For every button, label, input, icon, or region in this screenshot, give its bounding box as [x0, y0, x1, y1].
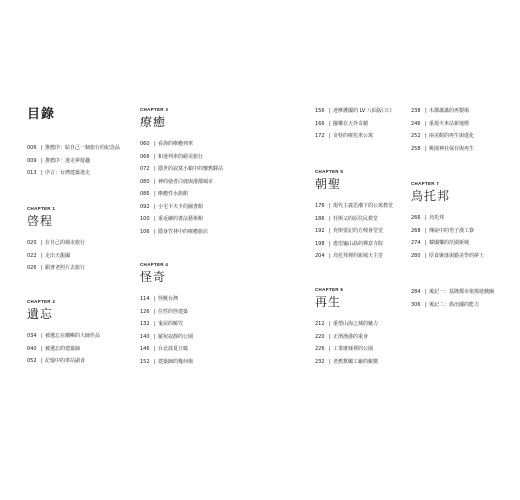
page-number: 026 — [27, 265, 37, 271]
entry-title: 現代主義思潮下的公寓教堂 — [333, 203, 394, 209]
front-matter-list — [27, 144, 120, 182]
list-item: 132 | 鬼屋的解咒 — [140, 321, 184, 327]
list-item: 009 | 推薦序：迷走夢遊趣 — [27, 157, 91, 164]
list-item: 238 | 木都蕭蕭的再製場 — [411, 108, 470, 114]
page-number: 020 — [27, 240, 37, 246]
chapter-1-block — [27, 206, 85, 277]
list-item: 252 | 兩美館的再生與進化 — [411, 133, 475, 139]
list-item: 284 | 後記一：基隆都市依搖遊戲圖 — [411, 289, 495, 295]
entry-title: 老舊幫繩工廠的蛻變 — [333, 358, 379, 365]
page-number: 176 — [315, 203, 325, 209]
page-number: 013 — [27, 170, 37, 176]
list-item: 176 | 現代主義思潮下的公寓教堂 — [315, 203, 394, 209]
entry-title: 被遺忘在蘭嶼的大師作品 — [45, 333, 101, 339]
page-number: 186 — [315, 215, 325, 222]
page-number: 252 — [411, 133, 421, 139]
list-item: 013 | 序言：台灣建築迷走 — [27, 170, 91, 176]
page-number: 066 — [140, 153, 150, 160]
page-number: 226 — [315, 346, 325, 352]
chapter-label: CHAPTER 1 — [27, 206, 56, 211]
entry-title: 怪獸台灣 — [158, 296, 179, 302]
list-item: 100 | 重返繪的書法藝術館 — [140, 216, 204, 222]
page-number: 198 — [315, 240, 325, 247]
page-number: 284 — [411, 289, 421, 295]
list-item: 258 | 桃園神社保存與再生 — [411, 145, 475, 152]
list-item: 212 | 重塑山海之城的魅力 — [315, 321, 379, 327]
continued-list-a — [315, 107, 392, 145]
entry-title: 韓國樂的范圍新城 — [429, 240, 470, 246]
entry-title: 兩美館的再生與進化 — [429, 133, 475, 139]
chapter-label: CHAPTER 5 — [315, 169, 344, 174]
entry-title: 遙望龜山島的禪意寺院 — [333, 240, 384, 247]
entry-title: 烏托邦裡的新城天主堂 — [333, 253, 384, 259]
page-number: 092 — [140, 203, 150, 210]
entry-title: 跟著老照片去旅行 — [45, 265, 86, 271]
list-item: 146 | 台北波夏豆腐 — [140, 346, 189, 352]
entry-title: 推薦序：給自己一個旅行的紀念品 — [45, 145, 121, 151]
entry-title: 療癒性水族館 — [158, 191, 189, 197]
entry-title: 烏托邦 — [429, 215, 445, 221]
entry-title: 傳說中的男子漢工寮 — [429, 227, 475, 234]
entry-title: 羅宛寂靜的公園 — [158, 333, 194, 340]
entry-title: 在自己的城市旅行 — [45, 240, 86, 246]
list-item: 166 | 擺權在天外奇蹟 — [315, 120, 369, 127]
chapter-5-block — [315, 169, 393, 265]
page-number: 166 — [315, 120, 325, 127]
page-number: 106 — [140, 228, 150, 235]
chapter-label: CHAPTER 6 — [315, 287, 344, 292]
entry-title: 序言：台灣建築迷走 — [45, 170, 91, 176]
page-number: 152 — [140, 358, 150, 365]
list-item: 204 | 烏托邦裡的新城天主堂 — [315, 253, 384, 259]
chapter-2-block — [27, 299, 100, 370]
list-item: 192 | 充斯要記的方興會堂堂 — [315, 228, 384, 234]
list-item: 080 | 神的使者白鹿與港都城市 — [140, 178, 214, 185]
page-number: 140 — [140, 333, 150, 340]
entry-title: 走出天龍國 — [45, 252, 71, 259]
list-item: 268 | 傳說中的男子漢工寮 — [411, 227, 475, 234]
entry-title: 工業廢墟裡的公園 — [333, 346, 374, 352]
page-number: 212 — [315, 321, 325, 327]
page-number: 280 — [411, 252, 421, 259]
list-item: 152 | 建築師的幾何場 — [140, 358, 194, 365]
page-number: 100 — [140, 216, 150, 222]
page-number: 232 — [315, 358, 325, 365]
list-item: 186 | 杜斯父的原住民教堂 — [315, 215, 379, 222]
chapter-label: CHAPTER 3 — [140, 107, 169, 112]
page-number: 306 — [411, 301, 421, 308]
entry-title: 重返繪的書法藝術館 — [158, 216, 204, 222]
list-item: 086 | 療癒性水族館 — [140, 191, 189, 197]
entry-title: 正濱漁港的重身 — [333, 333, 369, 340]
chapter-7-block — [411, 181, 484, 264]
toc-heading-block — [27, 107, 55, 131]
list-item: 092 | 小宅卡夫卡的圖書館 — [140, 203, 204, 210]
list-item: 060 | 看海的療癒列車 — [140, 141, 194, 147]
list-item: 022 | 走出天龍國 — [27, 252, 71, 259]
page-number: 220 — [315, 333, 325, 340]
list-item: 198 | 遙望龜山島的禪意寺院 — [315, 240, 384, 247]
entry-title: 充斯要記的方興會堂堂 — [333, 228, 384, 234]
list-item: 026 | 跟著老照片去旅行 — [27, 265, 86, 271]
page-number: 040 — [27, 345, 37, 352]
entry-title: 隱身竹林中的療癒旅店 — [158, 228, 209, 235]
list-item: 040 | 被遺忘的建築師 — [27, 345, 81, 352]
entry-title: 桃園神社保存與再生 — [429, 145, 475, 152]
page-number: 072 — [140, 166, 150, 172]
list-item: 020 | 在自己的城市旅行 — [27, 240, 86, 246]
list-item: 220 | 正濱漁港的重身 — [315, 333, 369, 340]
entry-title: 厚食聚落與勤美學的夢土 — [429, 252, 485, 259]
page-number: 266 — [411, 215, 421, 221]
page-number: 204 — [315, 253, 325, 259]
page-number: 172 — [315, 133, 325, 139]
list-item: 274 | 韓國樂的范圍新城 — [411, 240, 470, 246]
chapter-4-block — [140, 262, 193, 370]
entry-title: 奇特的療托車公寓 — [333, 133, 374, 139]
list-item: 232 | 老舊幫繩工廠的蛻變 — [315, 358, 379, 365]
entry-title: 達摩護國的 LV 八仙版口口 — [333, 108, 392, 114]
entry-title: 看海的療癒列車 — [158, 141, 194, 147]
chapter-title: 怪奇 — [140, 270, 167, 284]
chapter-title: 朝聖 — [315, 177, 342, 191]
list-item: 106 | 隱身竹林中的療癒旅店 — [140, 228, 209, 235]
page-number: 268 — [411, 227, 421, 234]
entry-title: 重現火車站新地標 — [429, 120, 470, 127]
list-item: 052 | 記憶中的車站副食 — [27, 358, 86, 364]
entry-title: 建築師的幾何場 — [158, 358, 194, 365]
entry-title: 和迷列車的絕美旅行 — [158, 153, 204, 160]
chapter-title: 療癒 — [140, 115, 167, 129]
chapter-title: 遺忘 — [27, 307, 54, 321]
list-item: 006 | 推薦序：給自己一個旅行的紀念品 — [27, 145, 121, 151]
page-number: 080 — [140, 178, 150, 185]
page-number: 274 — [411, 240, 421, 246]
list-item: 156 | 達摩護國的 LV 八仙版口口 — [315, 108, 392, 114]
page-number: 146 — [140, 346, 150, 352]
page-number: 006 — [27, 145, 37, 151]
entry-title: 木都蕭蕭的再製場 — [429, 108, 470, 114]
page-number: 238 — [411, 108, 421, 114]
page-number: 132 — [140, 321, 150, 327]
list-item: 306 | 後記二：偽治國的能力 — [411, 301, 480, 308]
chapter-title: 啓程 — [27, 214, 54, 228]
page-number: 034 — [27, 333, 37, 339]
page-number: 258 — [411, 145, 421, 152]
page-number: 060 — [140, 141, 150, 147]
continued-list-b — [411, 107, 474, 157]
entry-title: 擺權在天外奇蹟 — [333, 120, 369, 127]
list-item: 246 | 重現火車站新地標 — [411, 120, 470, 127]
page-number: 156 — [315, 108, 325, 114]
entry-title: 後記一：基隆都市依搖遊戲圖 — [429, 289, 495, 295]
list-item: 066 | 和迷列車的絕美旅行 — [140, 153, 204, 160]
list-item: 072 | 隱世的寂寞小鎮中的懷舊驛站 — [140, 166, 224, 172]
entry-title: 後記二：偽治國的能力 — [429, 301, 480, 308]
entry-title: 推薦序：迷走夢遊趣 — [45, 157, 91, 164]
chapter-3-block — [140, 107, 223, 240]
entry-title: 被遺忘的建築師 — [45, 345, 81, 352]
page-number: 022 — [27, 252, 37, 259]
toc-heading: 目錄 — [27, 107, 56, 122]
page-number: 086 — [140, 191, 150, 197]
entry-title: 住性的怪建築 — [158, 308, 189, 315]
page-number: 246 — [411, 120, 421, 127]
entry-title: 記憶中的車站副食 — [45, 358, 86, 364]
page-number: 114 — [140, 296, 150, 302]
list-item: 280 | 厚食聚落與勤美學的夢土 — [411, 252, 485, 259]
entry-title: 杜斯父的原住民教堂 — [333, 215, 379, 222]
page-number: 192 — [315, 228, 325, 234]
page-number: 009 — [27, 157, 37, 164]
chapter-label: CHAPTER 2 — [27, 299, 56, 304]
list-item: 266 | 烏托邦 — [411, 215, 445, 221]
page-number: 126 — [140, 308, 150, 315]
entry-title: 小宅卡夫卡的圖書館 — [158, 203, 204, 210]
chapter-label: CHAPTER 4 — [140, 262, 169, 267]
list-item: 114 | 怪獸台灣 — [140, 296, 179, 302]
back-matter-list — [411, 288, 494, 313]
list-item: 172 | 奇特的療托車公寓 — [315, 133, 374, 139]
chapter-title: 烏托邦 — [411, 189, 451, 203]
entry-title: 鬼屋的解咒 — [158, 321, 184, 327]
chapter-label: CHAPTER 7 — [411, 181, 440, 186]
list-item: 140 | 羅宛寂靜的公園 — [140, 333, 194, 340]
chapter-6-block — [315, 287, 378, 370]
entry-title: 重塑山海之城的魅力 — [333, 321, 379, 327]
entry-title: 神的使者白鹿與港都城市 — [158, 178, 214, 185]
page-number: 052 — [27, 358, 37, 364]
entry-title: 台北波夏豆腐 — [158, 346, 189, 352]
entry-title: 隱世的寂寞小鎮中的懷舊驛站 — [158, 166, 224, 172]
chapter-title: 再生 — [315, 295, 342, 309]
list-item: 226 | 工業廢墟裡的公園 — [315, 346, 374, 352]
list-item: 034 | 被遺忘在蘭嶼的大師作品 — [27, 333, 101, 339]
list-item: 126 | 住性的怪建築 — [140, 308, 189, 315]
